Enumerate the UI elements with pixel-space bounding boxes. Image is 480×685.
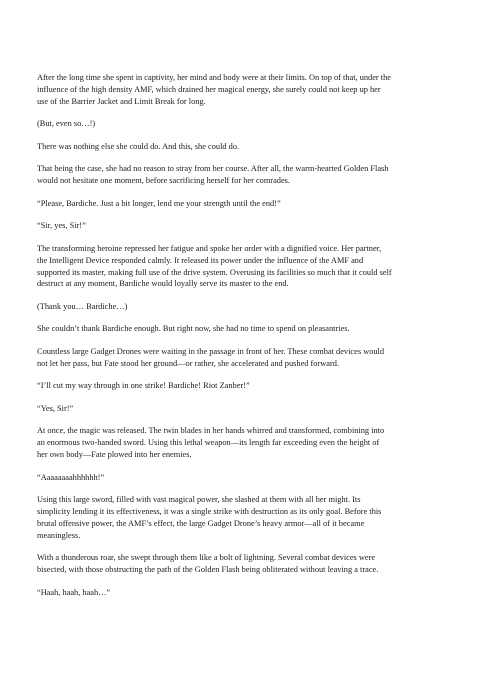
paragraph: With a thunderous roar, she swept through them like a bolt of lightning. Several combat devices were bisected, with those obstructing the path of the Golden Flash being obliterated without leaving a trace. <box>37 553 379 575</box>
paragraph: The transforming heroine repressed her fatigue and spoke her order with a dignified voice. Her partner, the Intelligent Device responded calmly. It released its power under the influence of the AMF and supported its master, making full use of the drive system. Overusing its facilities so much that it could self destruct at any moment, Bardiche would loyally serve its master to the end. <box>37 243 392 289</box>
paragraph: “Yes, Sir!” <box>37 403 74 413</box>
paragraph: “I’ll cut my way through in one strike! Bardiche! Riot Zanber!” <box>37 381 250 391</box>
paragraph: She couldn’t thank Bardiche enough. But right now, she had no time to spend on pleasantries. <box>37 324 350 334</box>
paragraph: “Sir, yes, Sir!” <box>37 221 86 231</box>
paragraph: There was nothing else she could do. And this, she could do. <box>37 141 240 151</box>
paragraph: (But, even so…!) <box>37 119 96 129</box>
paragraph: After the long time she spent in captivity, her mind and body were at their limits. On top of that, under the influence of the high density AMF, which drained her magical energy, she surely could not keep up her use of the Barrier Jacket and Limit Break for long. <box>37 73 391 106</box>
paragraph: “Please, Bardiche. Just a bit longer, lend me your strength until the end!” <box>37 198 281 208</box>
paragraph: At once, the magic was released. The twin blades in her hands whirred and transformed, combining into an enormous two-handed sword. Using this lethal weapon—its length far exceeding even the height of her own body—Fate plowed into her enemies. <box>37 426 385 460</box>
paragraph: Using this large sword, filled with vast magical power, she slashed at them with all her might. Its simplicity lending it its effectiveness, it was a single strike with destruction as its only goal. Before this brutal offensive power, the AMF’s effect, the large Gadget Drone’s heavy armor—all of it became meaningless. <box>37 495 382 540</box>
paragraph: Countless large Gadget Drones were waiting in the passage in front of her. These combat devices would not let her pass, but Fate stood her ground—or rather, she accelerated and pushed forward. <box>37 346 385 368</box>
paragraph: (Thank you… Bardiche…) <box>37 301 128 311</box>
paragraph: That being the case, she had no reason to stray from her course. After all, the warm-hearted Golden Flash would not hesitate one moment, before sacrificing herself for her comrades. <box>37 164 389 186</box>
paragraph: “Aaaaaaaahhhhhh!” <box>37 472 105 482</box>
paragraph: “Haah, haah, haah…” <box>37 587 111 597</box>
document-page <box>37 72 449 609</box>
